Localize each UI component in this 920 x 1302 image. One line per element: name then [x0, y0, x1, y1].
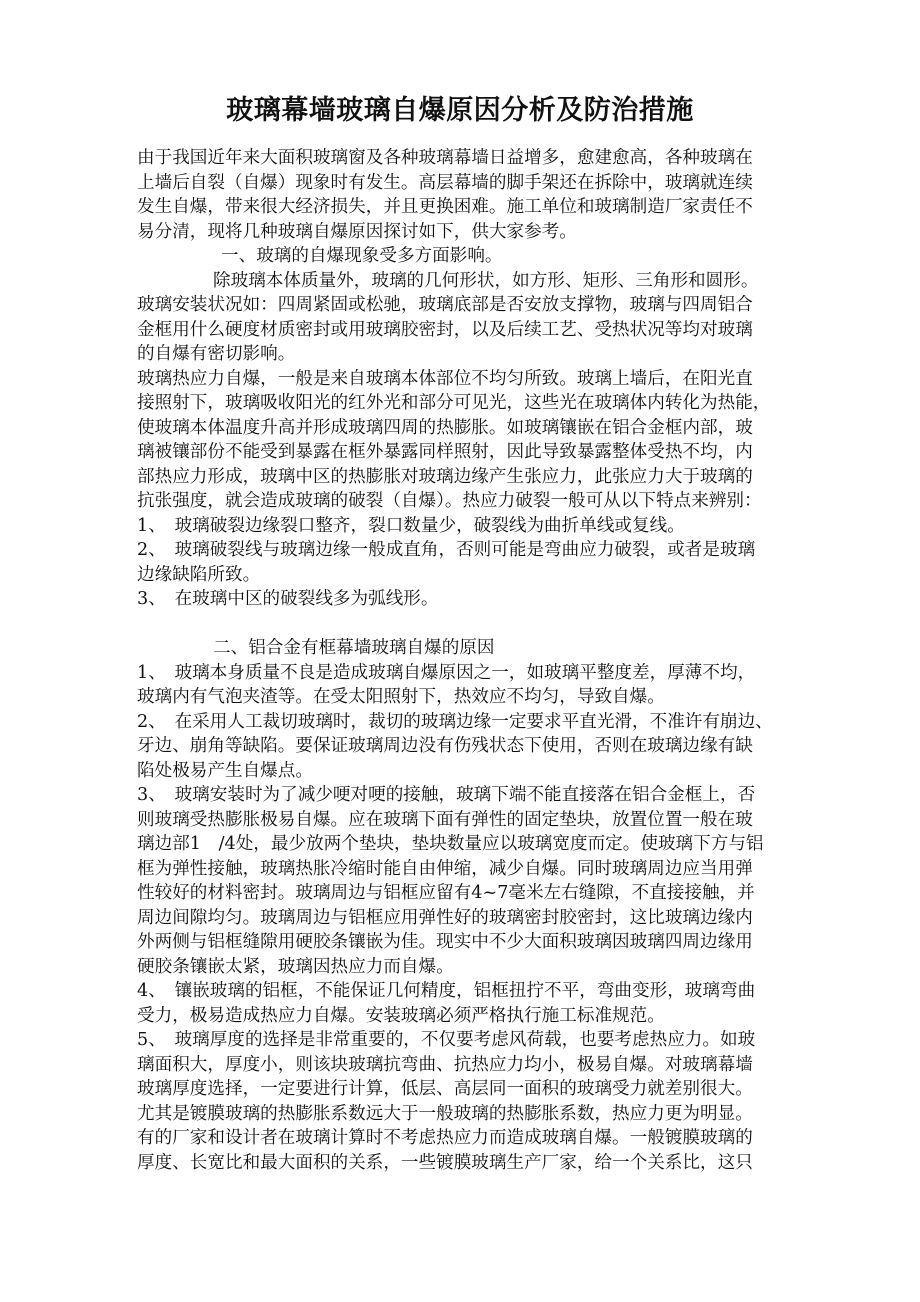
list-item: 5、 玻璃厚度的选择是非常重要的，不仅要考虑风荷载，也要考虑热应力。如玻 [137, 1030, 756, 1050]
text-line: 边缘缺陷所致。 [137, 564, 261, 585]
text-line: 部热应力形成，玻璃中区的热膨胀对玻璃边缘产生张应力，此张应力大于玻璃的 [137, 466, 753, 487]
section-heading-1: 一、玻璃的自爆现象受多方面影响。 [221, 246, 503, 266]
text-line: 外两侧与铝框缝隙用硬胶条镶嵌为佳。现实中不少大面积玻璃因玻璃四周边缘用 [137, 932, 753, 952]
text-line: 由于我国近年来大面积玻璃窗及各种玻璃幕墙日益增多，愈建愈高，各种玻璃在 [137, 148, 753, 168]
text-line: 金框用什么硬度材质密封或用玻璃胶密封，以及后续工艺、受热状况等均对玻璃 [137, 319, 753, 340]
text-line: 璃边部1 /4处，最少放两个垫块，垫块数量应以玻璃宽度而定。使玻璃下方与铝 [137, 834, 764, 854]
text-line: 框为弹性接触，玻璃热胀冷缩时能自由伸缩，减少自爆。同时玻璃周边应当用弹 [137, 858, 753, 879]
text-line: 璃被镶部份不能受到暴露在框外暴露同样照射，因此导致暴露整体受热不均，内 [137, 442, 753, 462]
text-line: 上墙后自裂（自爆）现象时有发生。高层幕墙的脚手架还在拆除中，玻璃就连续 [137, 172, 753, 193]
list-item: 2、 在采用人工裁切玻璃时，裁切的玻璃边缘一定要求平直光滑，不准许有崩边、 [137, 711, 773, 732]
text-line: 厚度、长宽比和最大面积的关系，一些镀膜玻璃生产厂家，给一个关系比，这只 [137, 1152, 753, 1173]
text-line: 硬胶条镶嵌太紧，玻璃因热应力而自爆。 [137, 956, 454, 977]
list-item: 1、 玻璃破裂边缘裂口整齐，裂口数量少，破裂线为曲折单线或复线。 [137, 515, 685, 536]
text-line: 有的厂家和设计者在玻璃计算时不考虑热应力而造成玻璃自爆。一般镀膜玻璃的 [137, 1128, 753, 1148]
list-item: 2、 玻璃破裂线与玻璃边缘一般成直角，否则可能是弯曲应力破裂，或者是玻璃 [137, 540, 756, 560]
text-line: 易分清，现将几种玻璃自爆原因探讨如下，供大家参考。 [137, 221, 577, 242]
text-line: 抗张强度，就会造成玻璃的破裂（自爆）。热应力破裂一般可从以下特点来辨别： [137, 491, 762, 511]
text-line: 性较好的材料密封。玻璃周边与铝框应留有4~7毫米左右缝隙，不直接接触，并 [137, 883, 755, 903]
text-line: 的自爆有密切影响。 [137, 344, 296, 364]
list-item: 4、 镶嵌玻璃的铝框，不能保证几何精度，铝框扭拧不平，弯曲变形，玻璃弯曲 [137, 981, 756, 1001]
document-body [137, 146, 789, 1175]
text-line: 牙边、崩角等缺陷。要保证玻璃周边没有伤残状态下使用，否则在玻璃边缘有缺 [137, 736, 753, 756]
text-line: 发生自爆，带来很大经济损失，并且更换困难。施工单位和玻璃制造厂家责任不 [137, 197, 753, 217]
blank-line [137, 612, 789, 637]
text-line: 陷处极易产生自爆点。 [137, 760, 313, 781]
text-line: 璃面积大，厚度小，则该块玻璃抗弯曲、抗热应力均小，极易自爆。对玻璃幕墙 [137, 1054, 753, 1075]
list-item: 1、 玻璃本身质量不良是造成玻璃自爆原因之一，如玻璃平整度差，厚薄不均， [137, 662, 756, 683]
text-line: 接照射下，玻璃吸收阳光的红外光和部分可见光，这些光在玻璃体内转化为热能， [137, 393, 771, 413]
text-line: 玻璃热应力自爆，一般是来自玻璃本体部位不均匀所致。玻璃上墙后，在阳光直 [137, 368, 753, 389]
text-line: 玻璃安装状况如：四周紧固或松驰，玻璃底部是否安放支撑物，玻璃与四周铝合 [137, 295, 753, 315]
text-line: 除玻璃本体质量外，玻璃的几何形状，如方形、矩形、三角形和圆形。 [213, 270, 759, 291]
text-line: 玻璃厚度选择，一定要进行计算，低层、高层同一面积的玻璃受力就差别很大。 [137, 1079, 753, 1099]
text-line: 玻璃内有气泡夹渣等。在受太阳照射下，热效应不均匀，导致自爆。 [137, 687, 665, 707]
text-line: 使玻璃本体温度升高并形成玻璃四周的热膨胀。如玻璃镶嵌在铝合金框内部，玻 [137, 417, 753, 438]
text-line: 则玻璃受热膨胀极易自爆。应在玻璃下面有弹性的固定垫块，放置位置一般在玻 [137, 809, 753, 830]
text-line: 受力，极易造成热应力自爆。安装玻璃必须严格执行施工标准规范。 [137, 1005, 665, 1026]
list-item: 3、 在玻璃中区的破裂线多为弧线形。 [137, 589, 439, 609]
list-item: 3、 玻璃安装时为了减少哽对哽的接触，玻璃下端不能直接落在铝合金框上，否 [137, 785, 756, 805]
text-line: 尤其是镀膜玻璃的热膨胀系数远大于一般玻璃的热膨胀系数，热应力更为明显。 [137, 1103, 753, 1124]
text-line: 周边间隙均匀。玻璃周边与铝框应用弹性好的玻璃密封胶密封，这比玻璃边缘内 [137, 907, 753, 928]
section-heading-2: 二、铝合金有框幕墙玻璃自爆的原因 [213, 638, 495, 658]
document-title: 玻璃幕墙玻璃自爆原因分析及防治措施 [226, 95, 694, 126]
